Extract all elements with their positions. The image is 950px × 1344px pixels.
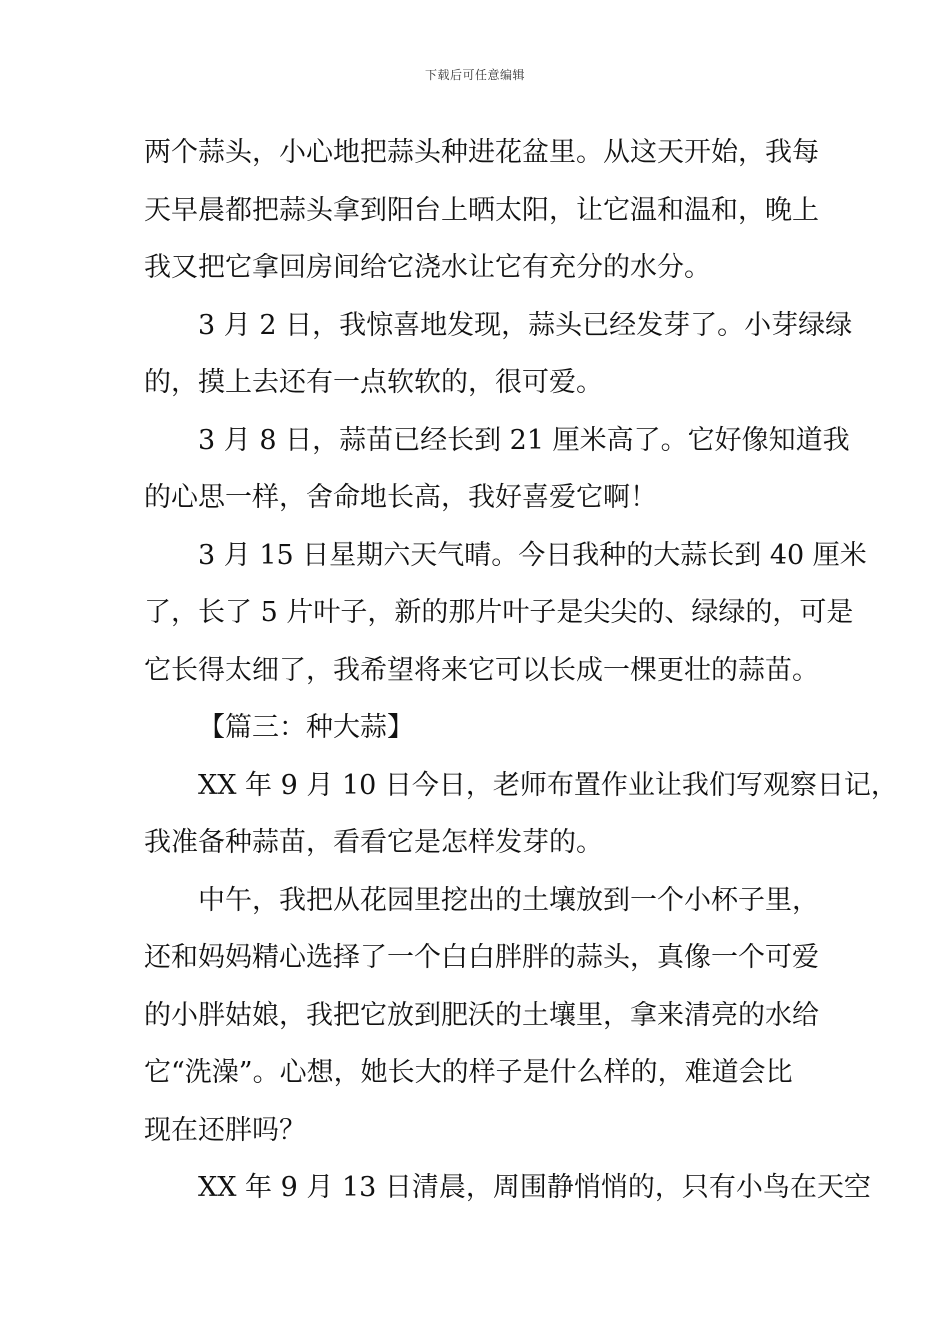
text-line: XX 年 9 月 13 日清晨，周围静悄悄的，只有小鸟在天空 bbox=[198, 1172, 871, 1203]
text-line: 两个蒜头，小心地把蒜头种进花盆里。从这天开始，我每 bbox=[144, 137, 819, 168]
text-line: 它长得太细了，我希望将来它可以长成一棵更壮的蒜苗。 bbox=[144, 654, 819, 686]
document-body bbox=[144, 124, 898, 1217]
text-line: 它“洗澡”。心想，她长大的样子是什么样的，难道会比 bbox=[144, 1057, 793, 1088]
text-line: 天早晨都把蒜头拿到阳台上晒太阳，让它温和温和，晚上 bbox=[144, 194, 819, 226]
text-line: 我又把它拿回房间给它浇水让它有充分的水分。 bbox=[144, 252, 711, 283]
text-line: 的心思一样，舍命地长高，我好喜爱它啊！ bbox=[144, 482, 657, 513]
text-line: 3 月 15 日星期六天气晴。今日我种的大蒜长到 40 厘米 bbox=[198, 539, 867, 571]
text-line: 的，摸上去还有一点软软的，很可爱。 bbox=[144, 367, 603, 398]
text-line: 现在还胖吗？ bbox=[144, 1114, 306, 1146]
page-header-note: 下载后可任意编辑 bbox=[424, 68, 525, 82]
text-line: 中午，我把从花园里挖出的土壤放到一个小杯子里， bbox=[198, 884, 819, 916]
text-line: XX 年 9 月 10 日今日，老师布置作业让我们写观察日记， bbox=[198, 769, 898, 801]
text-line: 的小胖姑娘，我把它放到肥沃的土壤里，拿来清亮的水给 bbox=[144, 999, 819, 1031]
text-line: 3 月 8 日，蒜苗已经长到 21 厘米高了。它好像知道我 bbox=[198, 424, 850, 456]
text-line: 还和妈妈精心选择了一个白白胖胖的蒜头，真像一个可爱 bbox=[144, 942, 819, 973]
text-line: 了，长了 5 片叶子，新的那片叶子是尖尖的、绿绿的，可是 bbox=[144, 597, 854, 628]
text-line: 3 月 2 日，我惊喜地发现，蒜头已经发芽了。小芽绿绿 bbox=[198, 309, 853, 341]
text-line: 我准备种蒜苗，看看它是怎样发芽的。 bbox=[144, 827, 603, 858]
section-heading: 【篇三：种大蒜】 bbox=[198, 712, 414, 743]
